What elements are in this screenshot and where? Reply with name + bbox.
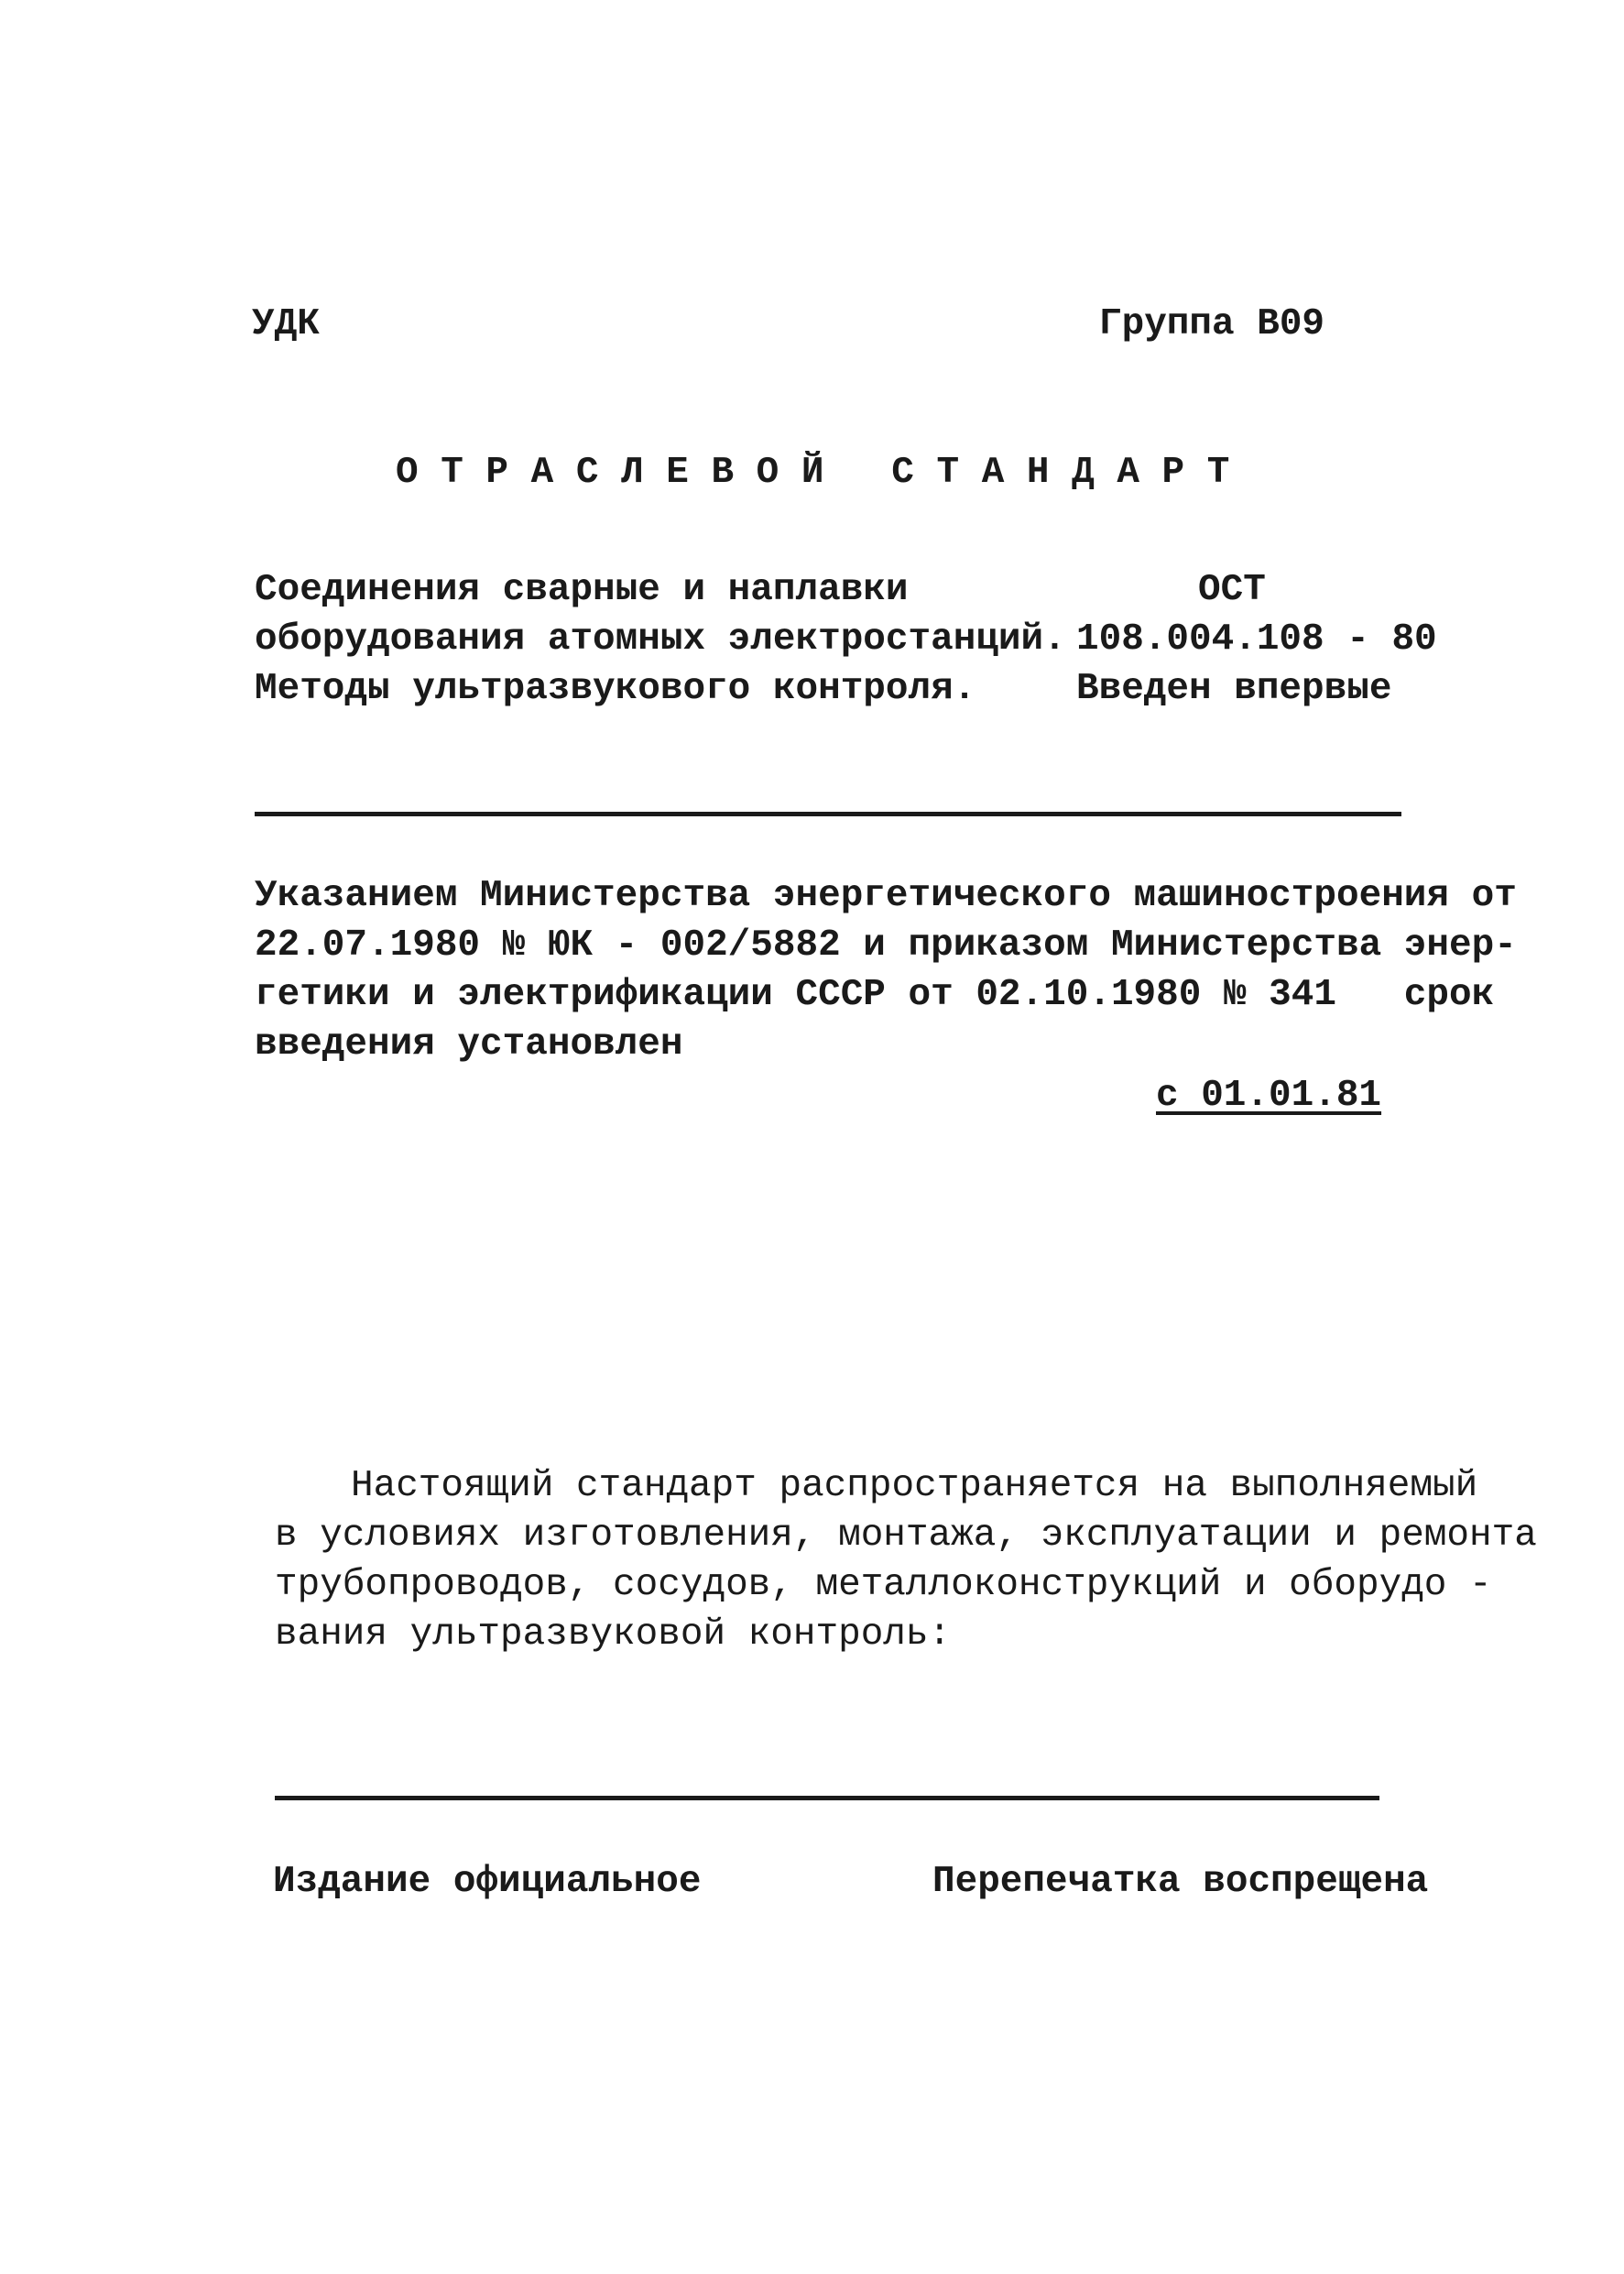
divider-top	[255, 812, 1401, 816]
edition-note: Издание официальное	[273, 1861, 702, 1903]
title-line: Методы ультразвукового контроля.	[255, 668, 976, 710]
standard-type-heading: О Т Р А С Л Е В О Й С Т А Н Д А Р Т	[396, 452, 1230, 494]
order-line: 22.07.1980 № ЮК - 002/5882 и приказом Министерства энер-	[255, 924, 1517, 967]
designation-label: ОСТ	[1198, 569, 1266, 611]
udk-label: УДК	[252, 303, 320, 345]
effective-date: с 01.01.81	[1156, 1075, 1382, 1117]
introduced-note: Введен впервые	[1076, 668, 1392, 710]
group-label: Группа В09	[1099, 303, 1325, 345]
title-line: Соединения сварные и наплавки	[255, 569, 909, 611]
scope-line: вания ультразвуковой контроль:	[275, 1613, 952, 1656]
divider-bottom	[275, 1796, 1379, 1800]
title-line: оборудования атомных электростанций.	[255, 618, 1066, 661]
scope-line: трубопроводов, сосудов, металлоконструкций и оборудо -	[275, 1564, 1492, 1606]
scope-line: Настоящий стандарт распространяется на выполняемый	[351, 1465, 1478, 1507]
scope-line: в условиях изготовления, монтажа, эксплуатации и ремонта	[275, 1514, 1537, 1557]
order-line: Указанием Министерства энергетического машиностроения от	[255, 875, 1517, 917]
reprint-note: Перепечатка воспрещена	[932, 1861, 1429, 1903]
order-line: гетики и электрификации СССР от 02.10.1980 № 341 срок	[255, 974, 1495, 1016]
designation-number: 108.004.108 - 80	[1076, 618, 1437, 661]
order-line: введения установлен	[255, 1023, 683, 1066]
